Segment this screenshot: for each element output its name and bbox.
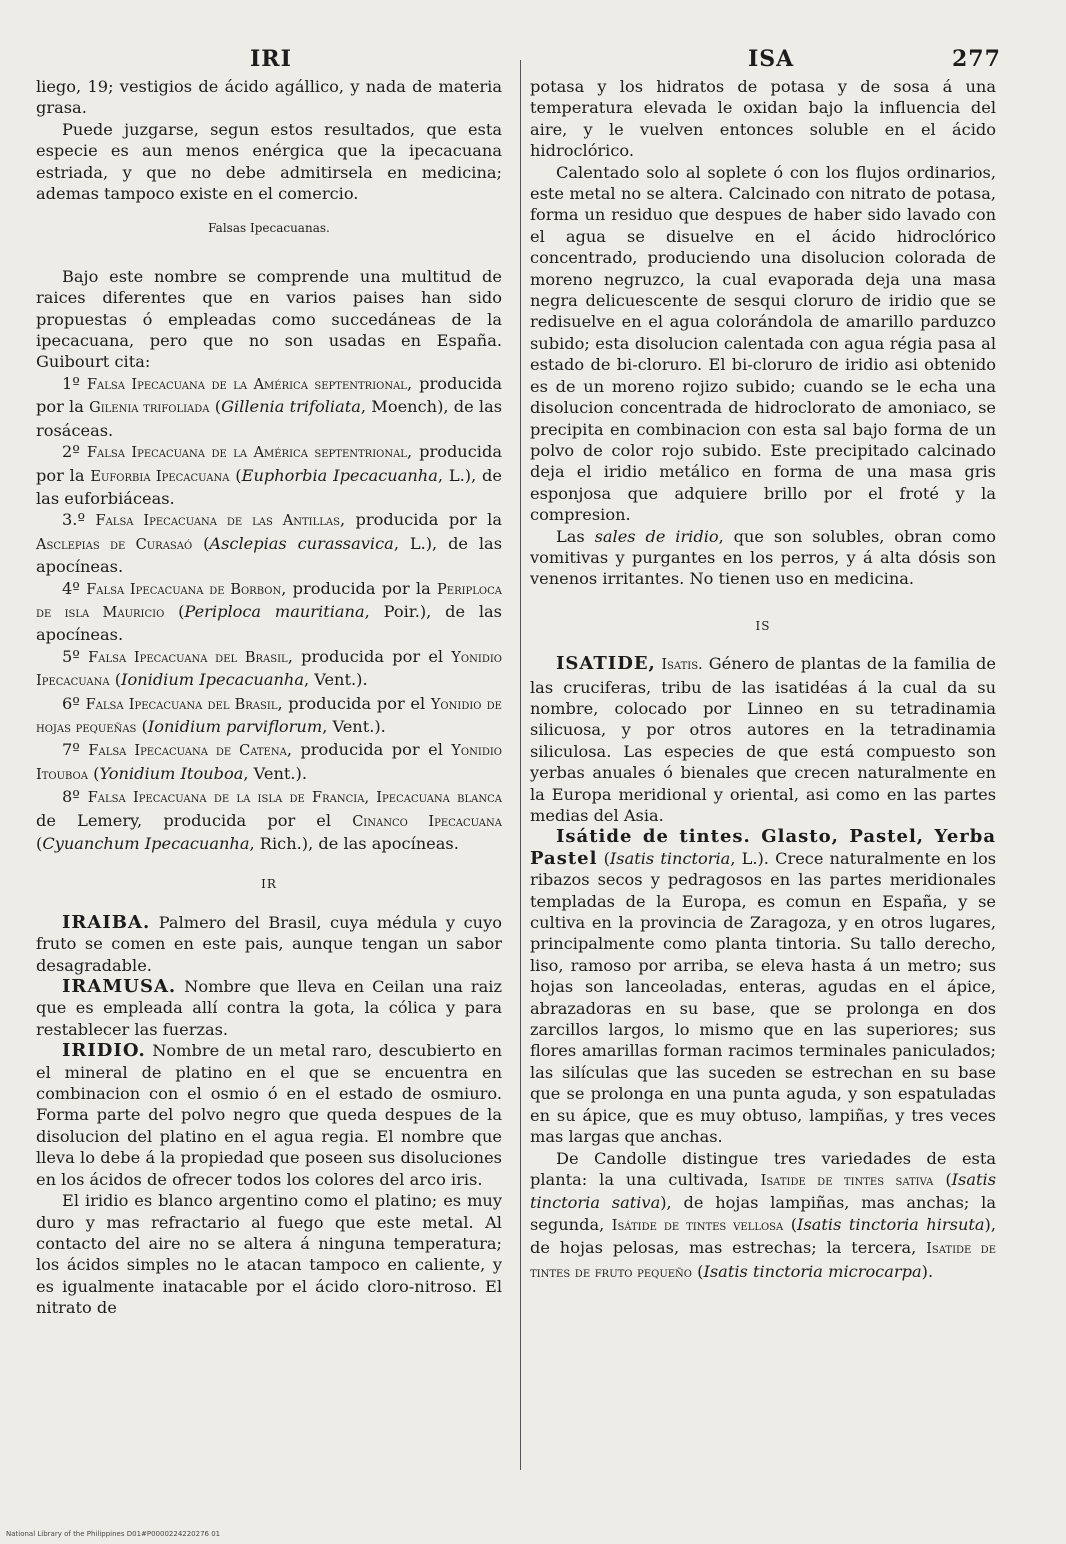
entry-headword: IRAIBA. (62, 911, 151, 933)
list-item: 6º Falsa Ipecacuana del Brasil, producida por el Yonidio de hojas pequeñas (Ionidium parviflorum, Vent.). (36, 693, 502, 736)
entry-headword: Isátide de tintes. Glasto, Pastel, Yerba Pastel (530, 826, 996, 869)
entry-headword: ISATIDE, (556, 653, 656, 675)
library-footer: National Library of the Philippines D01#P0000224220276 01 (6, 1530, 221, 1538)
paragraph-varieties: De Candolle distingue tres variedades de esta planta: la una cultivada, Isatide de tintes sativa (Isatis tinctoria sativa), de hojas lampiñas, mas anchas; la segunda, Isátide de tintes vellosa (Isatis tinctoria hirsuta), de hojas pelosas, mas estrechas; la tercera, Isatide de tintes de fruto pequeño (Isatis tinctoria microcarpa). (530, 1148, 996, 1281)
entry-headword: IRAMUSA. (62, 976, 177, 998)
list-item: 7º Falsa Ipecacuana de Catena, producida por el Yonidio Itouboa (Yonidium Itouboa, Vent.). (36, 740, 502, 783)
entry-iridio: IRIDIO. Nombre de un metal raro, descubierto en el mineral de platino en el que se encuentra en combinacion con el osmio ó en el estado de osmiuro. Forma parte del polvo negro que queda despues de la disolucion del platino en el agua regia. El nombre que lleva lo debe á la propiedad que poseen sus disoluciones en los ácidos de ofrecer todos los colores del arco iris. (36, 1040, 502, 1189)
paragraph: liego, 19; vestigios de ácido agállico, y nada de materia grasa. (36, 77, 502, 118)
entry-isatide-de-tintes: Isátide de tintes. Glasto, Pastel, Yerba Pastel (Isatis tinctoria, L.). Crece naturalmente en los ribazos secos y pedragosos en las partes meridionales templadas de la Europa, es comun en España, y se cultiva en la provincia de Zaragoza, y en otros lugares, principalmente como planta tintoria. Su tallo derecho, liso, ramoso por arriba, se eleva hasta á un metro; sus hojas son lanceoladas, enteras, agudas en el ápice, abrazadoras en su base, que se prolonga en dos zarcillos largos, lo mismo que en las superiores; sus flores amarillas forman racimos terminales paniculados; las silículas que las suceden se estrechan en su base que se prolonga en una punta aguda, y son espatuladas en su ápice, que es muy obtuso, lampiñas, y tres veces mas largas que anchas. (530, 826, 997, 1147)
right-column (530, 76, 996, 1284)
entry-iraiba: IRAIBA. Palmero del Brasil, cuya médula y cuyo fruto se comen en este pais, aunque tengan un sabor desagradable. (36, 911, 502, 975)
paragraph: Las sales de iridio, que son solubles, obran como vomitivas y purgantes en los perros, y á alta dósis son venenos irritantes. No tienen uso en medicina. (530, 526, 996, 589)
paragraph: El iridio es blanco argentino como el platino; es muy duro y mas refractario al fuego que este metal. Al contacto del aire no se altera á ninguna temperatura; los ácidos simples no le atacan tampoco en caliente, y es igualmente inatacable por el ácido cloro-nitroso. El nitrato de (36, 1191, 502, 1318)
column-divider (520, 60, 521, 1470)
paragraph: potasa y los hidratos de potasa y de sosa á una temperatura elevada le oxidan bajo la influencia del aire, y le vuelven entonces soluble en el ácido hidroclórico. (530, 77, 996, 161)
paragraph: Puede juzgarse, segun estos resultados, que esta especie es aun menos enérgica que la ipecacuana estriada, y que no debe admitirsela en medicina; ademas tampoco existe en el comercio. (36, 119, 502, 204)
header-left: IRI (250, 46, 292, 72)
paragraph: Calentado solo al soplete ó con los flujos ordinarios, este metal no se altera. Calcinado con nitrato de potasa, forma un residuo que despues de haber sido lavado con el agua se disuelve en el ácido hidroclórico concentrado, produciendo una disolucion colorada de moreno negruzco, la cual evaporada deja una masa negra delicuescente de sesqui cloruro de iridio que se redisuelve en el agua colorándola de amarillo parduzco subido; esta disolucion calentada con agua régia pasa al estado de bi-cloruro. El bi-cloruro de iridio asi obtenido es de un moreno rojizo subido; cuando se le echa una disolucion concentrada de hidroclorato de amoniaco, se precipita en combinacion con esta sal bajo forma de un polvo de color rojo subido. Este precipitado calcinado deja el iridio metálico en forma de una masa gris esponjosa que adquiere brillo por el froté y la compresion. (530, 162, 996, 525)
header-page-number: 277 (952, 46, 1001, 72)
subheading: Falsas Ipecacuanas. (208, 221, 330, 236)
left-column (36, 76, 502, 1319)
list-item: 4º Falsa Ipecacuana de Borbon, producida por la Periploca de isla Mauricio (Periploca mauritiana, Poir.), de las apocíneas. (36, 578, 502, 645)
list-item: 1º Falsa Ipecacuana de la América septentrional, producida por la Gilenia trifoliada (Gillenia trifoliata, Moench), de las rosáceas. (36, 373, 503, 440)
entry-iramusa: IRAMUSA. Nombre que lleva en Ceilan una raiz que es empleada allí contra la gota, la cólica y para restablecer las fuerzas. (36, 976, 502, 1039)
list-item: 8º Falsa Ipecacuana de la isla de Francia, Ipecacuana blanca de Lemery, producida por el Cinanco Ipecacuana (Cyuanchum Ipecacuanha, Rich.), de las apocíneas. (36, 787, 503, 853)
list-item: 3.º Falsa Ipecacuana de las Antillas, producida por la Asclepias de Curasaó (Asclepias curassavica, L.), de las apocíneas. (36, 510, 503, 577)
section-marker-ir: IR (261, 877, 277, 892)
section-marker-is: IS (755, 618, 771, 633)
entry-headword: IRIDIO. (62, 1040, 146, 1062)
entry-isatide: ISATIDE, Isatis. Género de plantas de la familia de las cruciferas, tribu de las isatidéas á la cual da su nombre, colocado por Linneo en su tetradinamia silicuosa, y por otros autores en la tetradinamia siliculosa. Las especies de que está compuesto son yerbas anuales ó bienales que crecen naturalmente en la Europa meridional y oriental, asi como en las partes medias del Asia. (530, 653, 996, 825)
paragraph: Bajo este nombre se comprende una multitud de raices diferentes que en varios paises han sido propuestas ó empleadas como succedáneas de la ipecacuana, pero que no son usadas en España. Guibourt cita: (36, 266, 502, 372)
list-item: 2º Falsa Ipecacuana de la América septentrional, producida por la Euforbia Ipecacuana (Euphorbia Ipecacuanha, L.), de las euforbiáceas. (36, 442, 502, 508)
list-item: 5º Falsa Ipecacuana del Brasil, producida por el Yonidio Ipecacuana (Ionidium Ipecacuanha, Vent.). (36, 646, 502, 690)
header-center: ISA (748, 46, 795, 72)
